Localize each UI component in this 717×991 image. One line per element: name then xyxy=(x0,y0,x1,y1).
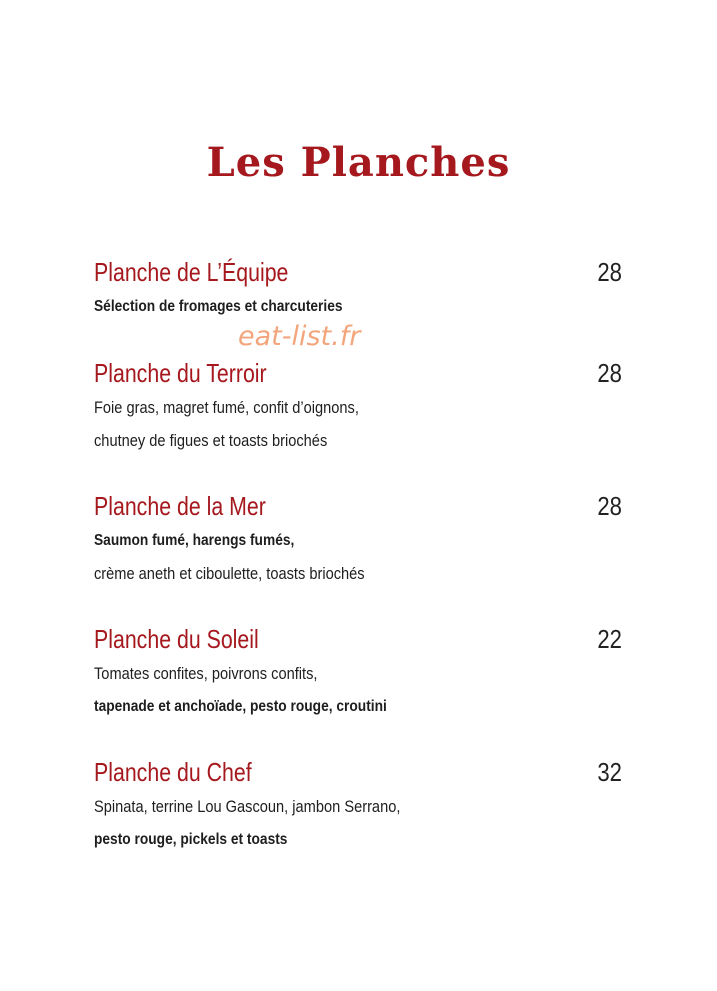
menu-item-header xyxy=(94,488,622,524)
menu-item-description: Saumon fumé, harengs fumés, xyxy=(94,532,295,549)
menu-item-description: tapenade et anchoïade, pesto rouge, croutini xyxy=(94,698,387,715)
menu-item-terroir xyxy=(94,355,622,457)
menu-item-price: 28 xyxy=(597,257,622,287)
menu-item-name: Planche du Chef xyxy=(94,757,252,787)
menu-item-price: 28 xyxy=(597,491,622,521)
menu-item-name: Planche du Soleil xyxy=(94,624,259,654)
menu-item-description: Spinata, terrine Lou Gascoun, jambon Serrano, xyxy=(94,797,401,816)
menu-item-name: Planche de L’Équipe xyxy=(94,257,289,287)
menu-item-description: Foie gras, magret fumé, confit d’oignons, xyxy=(94,398,359,417)
menu-item-equipe xyxy=(94,254,622,323)
menu-item-header xyxy=(94,621,622,657)
page-title: Les Planches xyxy=(206,139,511,186)
menu-item-name: Planche du Terroir xyxy=(94,358,267,388)
menu-item-description: Tomates confites, poivrons confits, xyxy=(94,664,318,683)
menu-item-chef xyxy=(94,754,622,856)
menu-item-soleil xyxy=(94,621,622,723)
watermark-text: eat-list.fr xyxy=(238,321,361,352)
menu-item-header xyxy=(94,254,622,290)
menu-item-description: crème aneth et ciboulette, toasts briochés xyxy=(94,564,365,583)
menu-item-mer xyxy=(94,488,622,590)
menu-item-header xyxy=(94,754,622,790)
menu-item-description: pesto rouge, pickels et toasts xyxy=(94,831,288,848)
menu-item-price: 22 xyxy=(597,624,622,654)
menu-item-price: 32 xyxy=(597,757,622,787)
menu-item-description: Sélection de fromages et charcuteries xyxy=(94,298,343,315)
menu-item-name: Planche de la Mer xyxy=(94,491,266,521)
menu-item-price: 28 xyxy=(597,358,622,388)
menu-item-header xyxy=(94,355,622,391)
menu-item-description: chutney de figues et toasts briochés xyxy=(94,431,328,450)
